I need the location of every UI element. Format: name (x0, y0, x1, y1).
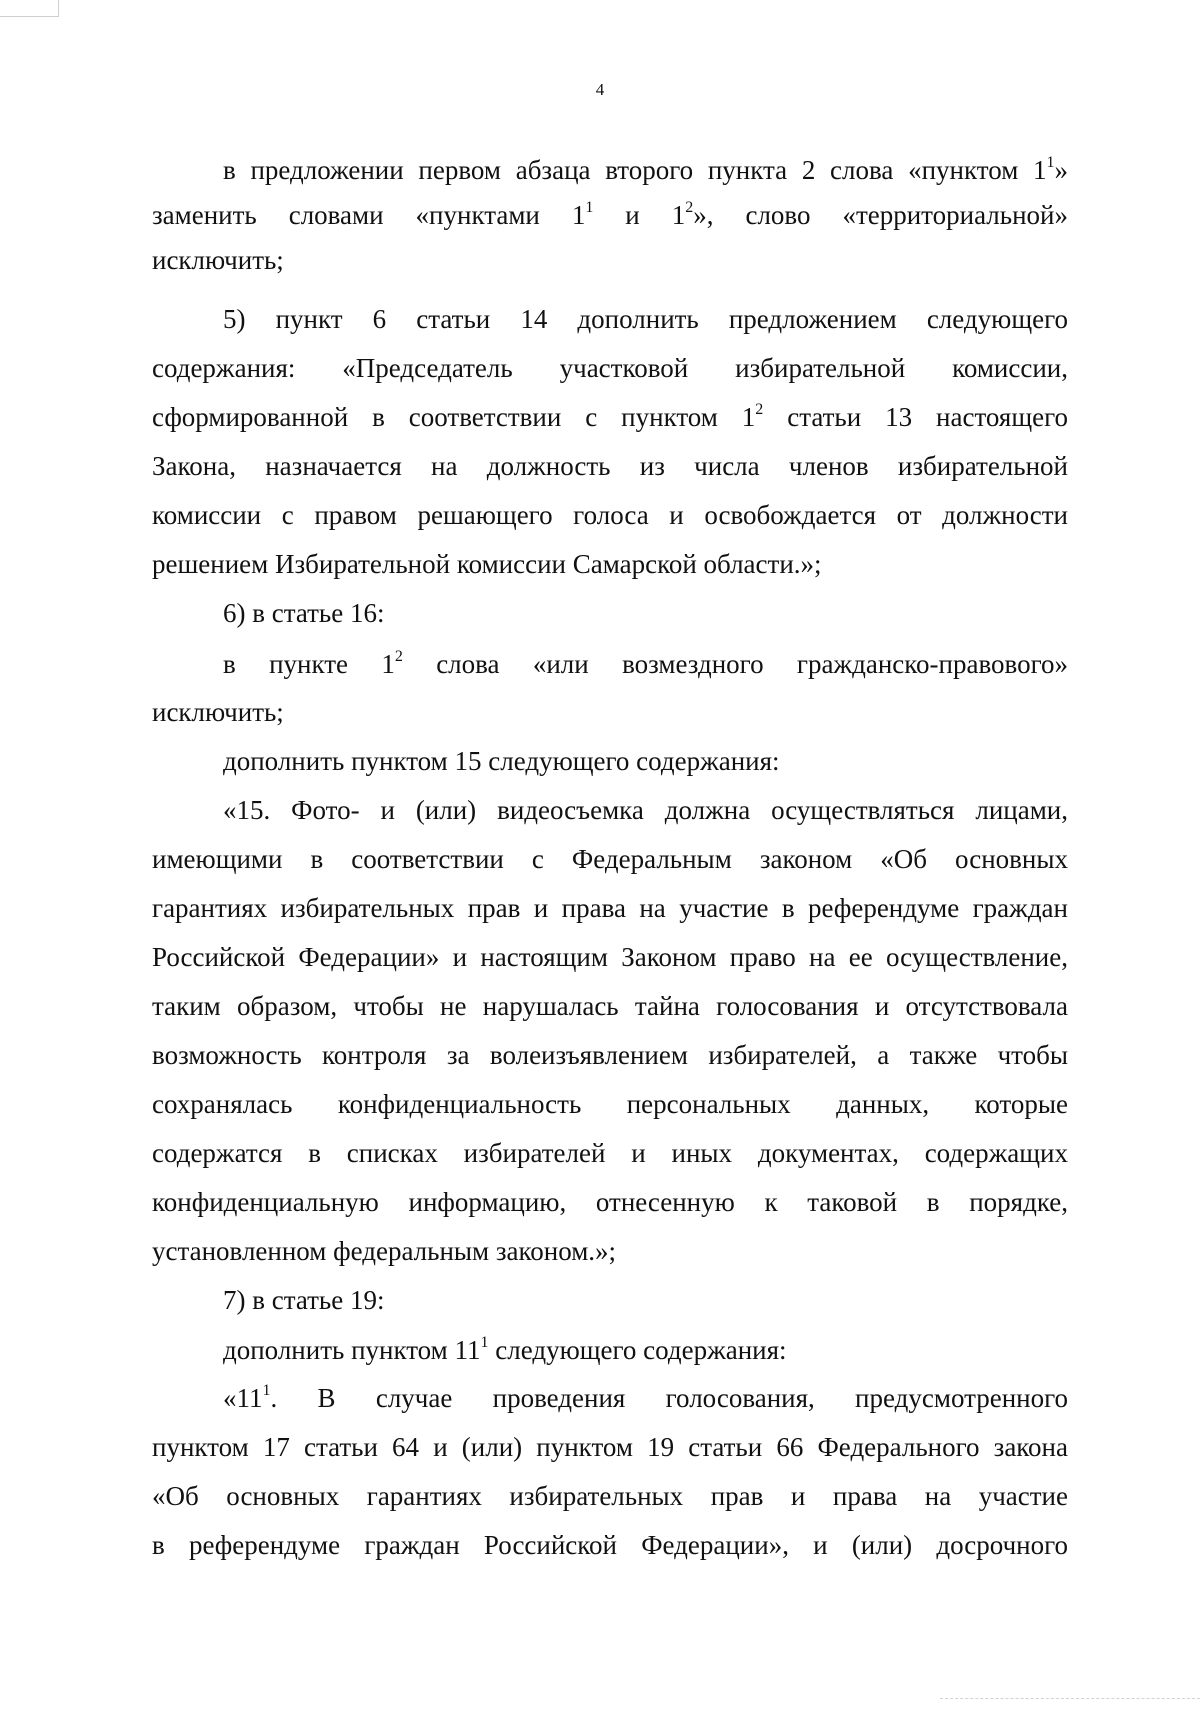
text-line-21: содержатся в списках избирателей и иных документах, содержащих (152, 1138, 1068, 1168)
text-line-5: содержания: «Председатель участковой избирательной комиссии, (152, 353, 1068, 383)
text-line-6: сформированной в соответствии с пунктом $1^2$ статьи 13 настоящего (152, 401, 1068, 432)
text-line-23: установленном федеральным законом.»; (152, 1236, 617, 1266)
scan-corner-mark (0, 0, 59, 17)
text-line-2: заменить словами «пунктами $1^1$ и $1^2$», слово «территориальной» (152, 199, 1068, 230)
text-line-13: дополнить пунктом 15 следующего содержания: (223, 746, 780, 776)
text-line-3: исключить; (152, 245, 284, 275)
text-line-17: Российской Федерации» и настоящим Законом право на ее осуществление, (152, 942, 1068, 972)
scan-bottom-mark (940, 1698, 1200, 1709)
text-line-27: пунктом 17 статьи 64 и (или) пунктом 19 статьи 66 Федерального закона (152, 1432, 1068, 1462)
text-line-25: дополнить пунктом $11^1$ следующего содержания: (223, 1334, 787, 1365)
text-line-10: 6) в статье 16: (223, 598, 385, 628)
text-line-7: Закона, назначается на должность из числа членов избирательной (152, 451, 1068, 481)
text-line-9: решением Избирательной комиссии Самарской области.»; (152, 549, 822, 579)
text-line-16: гарантиях избирательных прав и права на участие в референдуме граждан (152, 893, 1068, 923)
text-line-4: 5) пункт 6 статьи 14 дополнить предложением следующего (223, 304, 1068, 334)
text-line-8: комиссии с правом решающего голоса и освобождается от должности (152, 500, 1068, 530)
text-line-1: в предложении первом абзаца второго пункта 2 слова «пунктом $1^1$» (223, 154, 1068, 185)
text-line-19: возможность контроля за волеизъявлением избирателей, а также чтобы (152, 1040, 1068, 1070)
text-line-28: «Об основных гарантиях избирательных прав и права на участие (152, 1481, 1068, 1511)
text-line-15: имеющими в соответствии с Федеральным законом «Об основных (152, 844, 1068, 874)
text-line-24: 7) в статье 19: (223, 1285, 385, 1315)
text-line-11: в пункте $1^2$ слова «или возмездного гражданско-правового» (223, 648, 1068, 679)
text-line-29: в референдуме граждан Российской Федерации», и (или) досрочного (152, 1530, 1068, 1560)
text-line-20: сохранялась конфиденциальность персональных данных, которые (152, 1089, 1068, 1119)
text-line-18: таким образом, чтобы не нарушалась тайна голосования и отсутствовала (152, 991, 1068, 1021)
text-line-14: «15. Фото- и (или) видеосъемка должна осуществляться лицами, (223, 795, 1068, 825)
text-line-12: исключить; (152, 697, 284, 727)
page-number: 4 (595, 80, 605, 99)
text-line-22: конфиденциальную информацию, отнесенную к таковой в порядке, (152, 1187, 1068, 1217)
text-line-26: «$11^1$. В случае проведения голосования, предусмотренного (223, 1382, 1068, 1413)
